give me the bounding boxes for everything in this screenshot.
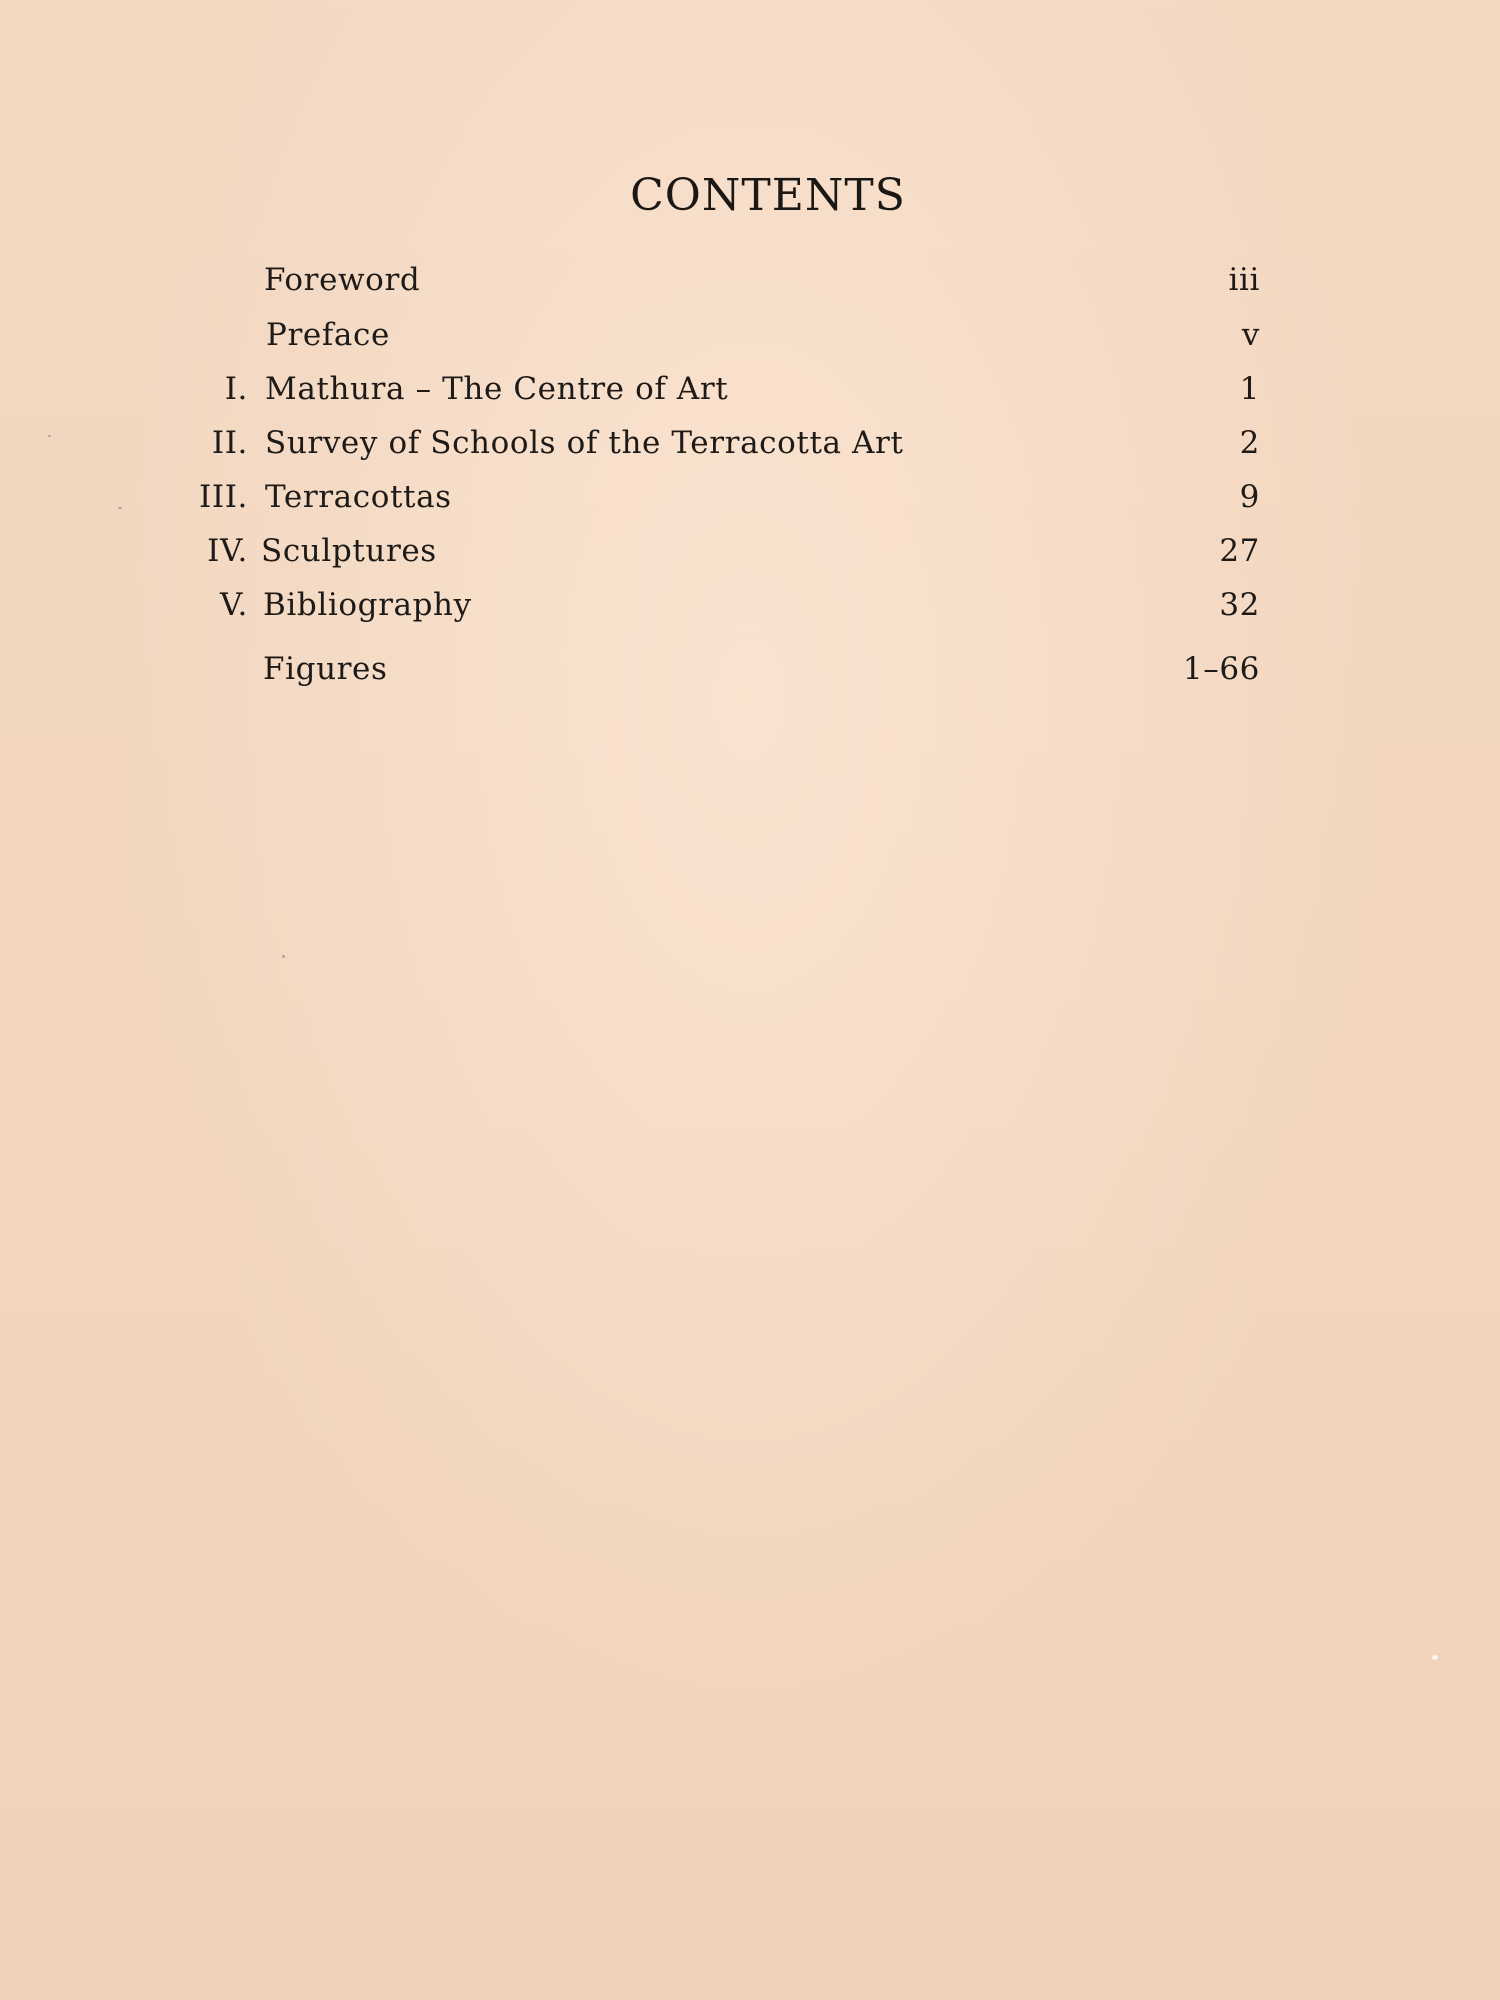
toc-entry-chapter-3 <box>0 475 1500 519</box>
toc-entry-chapter-2 <box>0 421 1500 465</box>
toc-entry-number: III. <box>199 479 248 515</box>
contents-heading: CONTENTS <box>630 170 906 221</box>
toc-entry-title: Survey of Schools of the Terracotta Art <box>265 425 904 461</box>
toc-entry-foreword <box>0 258 1500 302</box>
toc-entry-page: 1 <box>1239 371 1260 407</box>
toc-entry-page: 2 <box>1239 425 1260 461</box>
toc-entry-number: I. <box>224 371 248 407</box>
toc-entry-title: Mathura – The Centre of Art <box>265 371 729 407</box>
toc-entry-number: II. <box>211 425 248 461</box>
toc-entry-page: v <box>1241 317 1260 353</box>
toc-entry-title: Preface <box>266 317 390 353</box>
toc-entry-page: 32 <box>1219 587 1260 623</box>
toc-entry-page: 1–66 <box>1182 651 1260 687</box>
toc-entry-page: 27 <box>1219 533 1260 569</box>
toc-entry-chapter-5 <box>0 583 1500 627</box>
toc-entry-chapter-1 <box>0 367 1500 411</box>
toc-entry-title: Terracottas <box>265 479 452 515</box>
toc-entry-figures <box>0 647 1500 691</box>
toc-entry-title: Bibliography <box>263 587 472 623</box>
toc-entry-page: iii <box>1228 262 1260 298</box>
paper-speck <box>118 507 122 509</box>
toc-entry-page: 9 <box>1239 479 1260 515</box>
toc-entry-title: Sculptures <box>261 533 437 569</box>
paper-speck <box>282 955 285 958</box>
toc-entry-number: IV. <box>207 533 248 569</box>
paper-speck <box>48 435 51 437</box>
toc-entry-title: Figures <box>263 651 388 687</box>
toc-entry-title: Foreword <box>264 262 421 298</box>
toc-entry-number: V. <box>219 587 248 623</box>
toc-entry-preface <box>0 313 1500 357</box>
toc-entry-chapter-4 <box>0 529 1500 573</box>
paper-speck <box>1432 1655 1438 1660</box>
